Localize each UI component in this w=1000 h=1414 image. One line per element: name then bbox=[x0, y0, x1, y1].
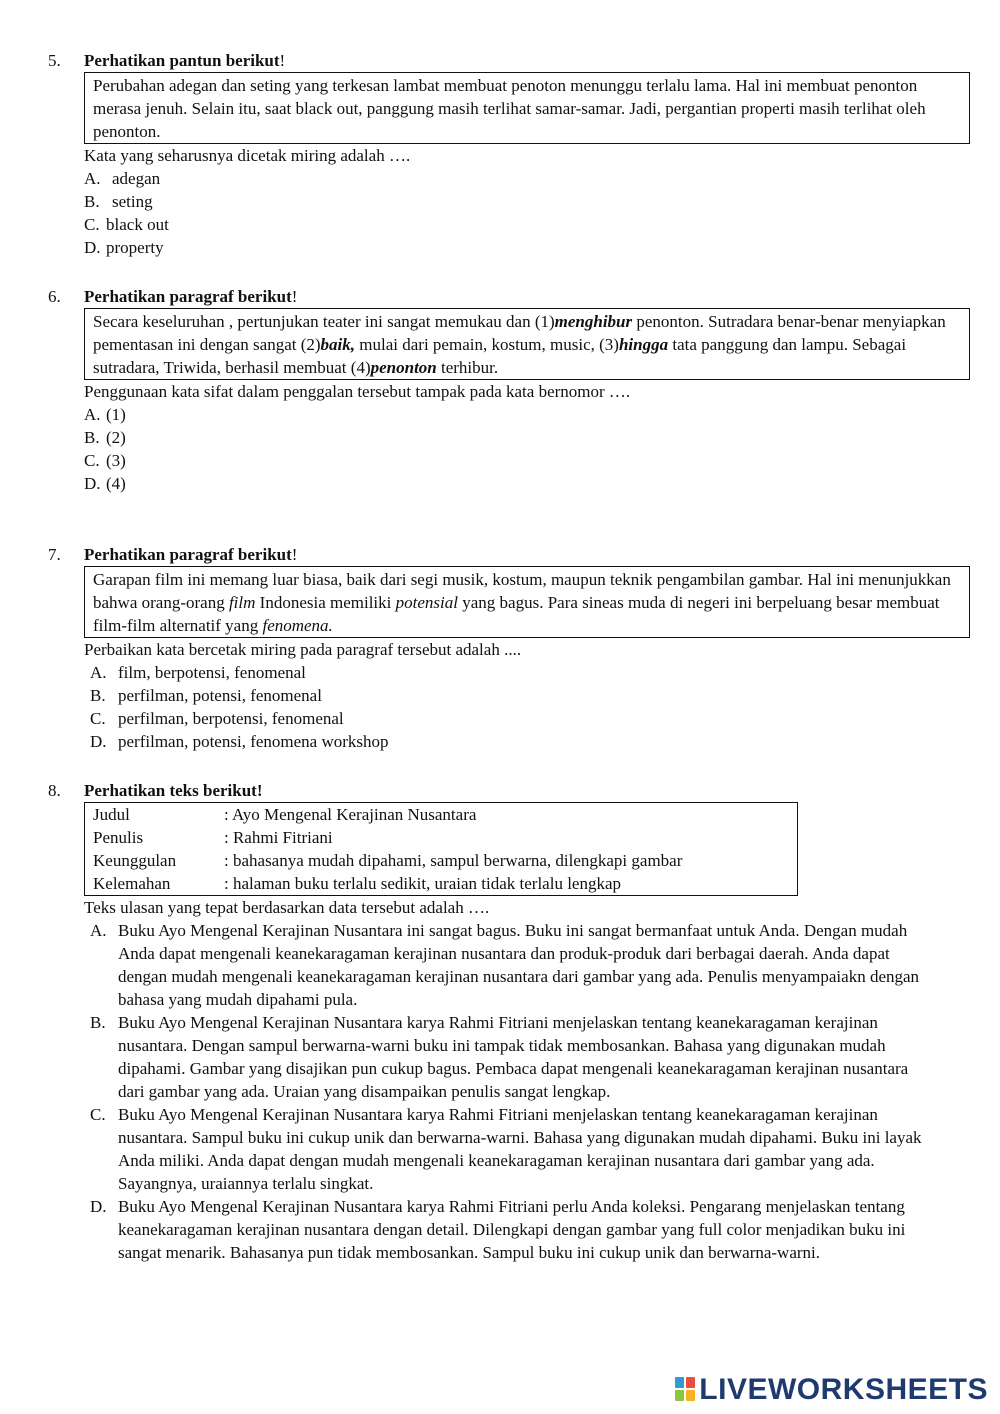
question-title: Perhatikan paragraf berikut! bbox=[84, 545, 298, 564]
option-b[interactable]: B. (2) bbox=[84, 428, 126, 447]
table-row: Kelemahan : halaman buku terlalu sedikit, uraian tidak terlalu lengkap bbox=[93, 874, 622, 893]
italic-word-2: potensial bbox=[395, 593, 458, 612]
liveworksheets-logo bbox=[675, 1372, 988, 1406]
table-row: Judul : Ayo Mengenal Kerajinan Nusantara bbox=[93, 805, 477, 824]
question-stem: Kata yang seharusnya dicetak miring adalah …. bbox=[84, 146, 411, 165]
options-list bbox=[48, 661, 968, 753]
logo-text: LIVEWORKSHEETS bbox=[699, 1372, 988, 1406]
italic-word-1: film bbox=[228, 593, 256, 612]
table-row: Keunggulan : bahasanya mudah dipahami, sampul berwarna, dilengkapi gambar bbox=[93, 851, 683, 870]
question-title: Perhatikan teks berikut! bbox=[84, 781, 263, 800]
option-b[interactable]: B. Buku Ayo Mengenal Kerajinan Nusantara karya Rahmi Fitriani menjelaskan tentang keanekaragaman kerajinan nusantara. Dengan sampul berwarna-warni buku ini tampak tidak membosankan. Bahasa yang digunakan mudah dipahami. Gambar yang disajikan pun cukup bagus. Pembaca dapat mengenali keanekaragaman kerajinan nusantara dari gambar yang ada. Uraian yang disampaikan penulis sangat lengkap. bbox=[90, 1013, 909, 1101]
question-7 bbox=[48, 543, 968, 753]
logo-square bbox=[686, 1390, 695, 1401]
option-a[interactable]: A. (1) bbox=[84, 405, 126, 424]
options-list bbox=[48, 403, 968, 495]
question-number: 5. bbox=[48, 51, 61, 70]
question-number: 8. bbox=[48, 781, 61, 800]
option-d[interactable]: D. perfilman, potensi, fenomena workshop bbox=[90, 732, 389, 751]
question-8 bbox=[48, 779, 968, 1264]
logo-square bbox=[675, 1377, 684, 1388]
passage-text: Secara keseluruhan , pertunjukan teater ini sangat memukau dan (1)menghibur penonton. Sutradara benar-benar menyiapkan pementasan ini dengan sangat (2)baik, mulai dari pemain, kostum, music, (3)hingga tata panggung dan lampu. Sebagai sutradara, Triwida, berhasil membuat (4)penonton terhibur. bbox=[93, 312, 946, 377]
option-a[interactable]: A. adegan bbox=[84, 169, 161, 188]
question-title: Perhatikan pantun berikut! bbox=[84, 51, 286, 70]
option-a[interactable]: A. film, berpotensi, fenomenal bbox=[90, 663, 306, 682]
option-c[interactable]: C. perfilman, berpotensi, fenomenal bbox=[90, 709, 344, 728]
passage-text: Perubahan adegan dan seting yang terkesan lambat membuat penoton menunggu terlalu lama. Hal ini membuat penonton merasa jenuh. Selain itu, saat black out, panggung masih terlihat samar-samar. Jadi, pergantian properti masih terlihat oleh penonton. bbox=[93, 76, 926, 141]
option-c[interactable]: C. Buku Ayo Mengenal Kerajinan Nusantara karya Rahmi Fitriani menjelaskan tentang keanekaragaman kerajinan nusantara. Sampul buku ini cukup unik dan berwarna-warni. Bahasa yang digunakan mudah dipahami. Buku ini layak Anda miliki. Anda dapat dengan mudah mengenali keanekaragaman kerajinan nusantara dari gambar yang ada. Sayangnya, uraiannya terlalu singkat. bbox=[90, 1105, 922, 1193]
question-number: 7. bbox=[48, 545, 61, 564]
question-number: 6. bbox=[48, 287, 61, 306]
numbered-word-2: baik, bbox=[320, 335, 356, 354]
options-list bbox=[48, 167, 968, 259]
numbered-word-4: penonton bbox=[370, 358, 437, 377]
question-6 bbox=[48, 285, 968, 495]
question-stem: Teks ulasan yang tepat berdasarkan data tersebut adalah …. bbox=[84, 898, 490, 917]
numbered-word-1: menghibur bbox=[554, 312, 633, 331]
passage-text: Garapan film ini memang luar biasa, baik dari segi musik, kostum, maupun teknik pengambilan gambar. Hal ini menunjukkan bahwa orang-orang film Indonesia memiliki potensial yang bagus. Para sineas muda di negeri ini berpeluang besar membuat film-film alternatif yang fenomena. bbox=[93, 570, 951, 635]
option-c[interactable]: C. (3) bbox=[84, 451, 126, 470]
option-b[interactable]: B. perfilman, potensi, fenomenal bbox=[90, 686, 322, 705]
option-a[interactable]: A. Buku Ayo Mengenal Kerajinan Nusantara ini sangat bagus. Buku ini sangat bermanfaat untuk Anda. Dengan mudah Anda dapat mengenali keanekaragaman kerajinan nusantara dan produk-produk dari berbagai daerah. Anda dapat dengan mudah mengenali keanekaragaman kerajinan nusantara dari gambar yang ada. Penulis menyampaiakn dengan bahasa yang mudah dipahami pula. bbox=[90, 921, 920, 1009]
option-b[interactable]: B. seting bbox=[84, 192, 153, 211]
question-stem: Penggunaan kata sifat dalam penggalan tersebut tampak pada kata bernomor …. bbox=[84, 382, 631, 401]
question-title: Perhatikan paragraf berikut! bbox=[84, 287, 298, 306]
review-data-box bbox=[84, 802, 798, 896]
italic-word-3: fenomena. bbox=[262, 616, 333, 635]
passage-box bbox=[84, 566, 970, 638]
passage-box bbox=[84, 72, 970, 144]
logo-square bbox=[686, 1377, 695, 1388]
option-d[interactable]: D. (4) bbox=[84, 474, 126, 493]
option-c[interactable]: C. black out bbox=[84, 215, 169, 234]
options-list bbox=[48, 919, 926, 1264]
table-row: Penulis : Rahmi Fitriani bbox=[93, 828, 333, 847]
question-stem: Perbaikan kata bercetak miring pada paragraf tersebut adalah .... bbox=[84, 640, 522, 659]
option-d[interactable]: D. Buku Ayo Mengenal Kerajinan Nusantara karya Rahmi Fitriani perlu Anda koleksi. Pengarang menjelaskan tentang keanekaragaman kerajinan nusantara dengan detail. Dilengkapi dengan gambar yang full color menjadikan buku ini sangat menarik. Bahasanya pun tidak membosankan. Sampul buku ini cukup unik dan berwarna-warni. bbox=[90, 1197, 906, 1262]
question-5 bbox=[48, 49, 968, 259]
liveworksheets-logo-icon bbox=[675, 1377, 695, 1401]
option-d[interactable]: D. property bbox=[84, 238, 164, 257]
review-data-table bbox=[93, 803, 682, 895]
numbered-word-3: hingga bbox=[618, 335, 669, 354]
passage-box bbox=[84, 308, 970, 380]
logo-square bbox=[675, 1390, 684, 1401]
